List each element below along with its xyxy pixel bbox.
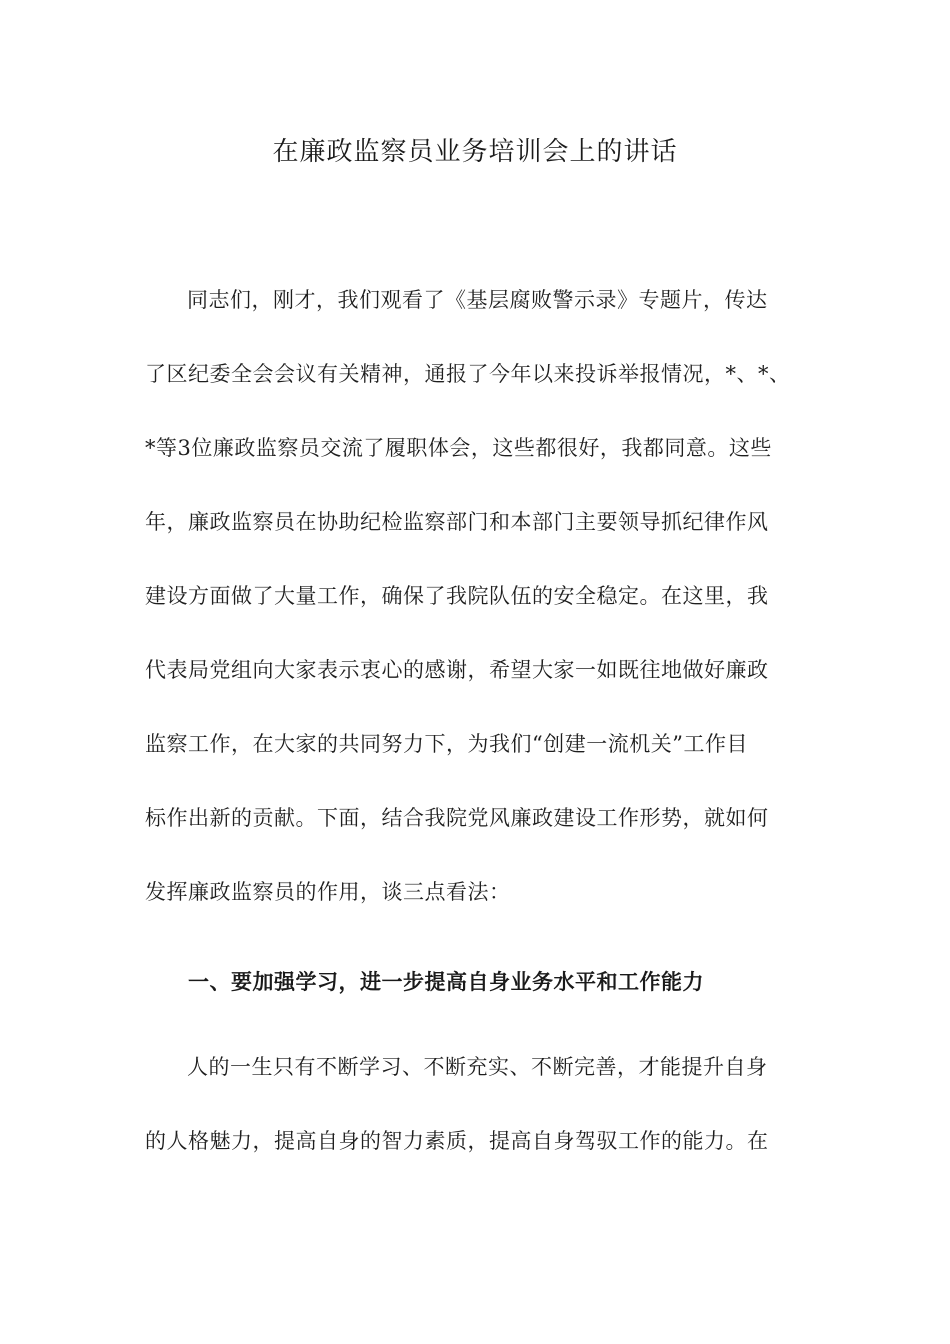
paragraph-line: 的人格魅力，提高自身的智力素质，提高自身驾驭工作的能力。在 [145, 1129, 769, 1153]
paragraph-line: 人的一生只有不断学习、不断充实、不断完善，才能提升自身 [187, 1055, 768, 1079]
section-heading: 一、要加强学习，进一步提高自身业务水平和工作能力 [188, 970, 704, 994]
paragraph-line: 发挥廉政监察员的作用，谈三点看法： [145, 880, 511, 904]
paragraph-line: 同志们，刚才，我们观看了《基层腐败警示录》专题片，传达 [187, 288, 768, 312]
paragraph-line: 了区纪委全会会议有关精神，通报了今年以来投诉举报情况，*、*、 [145, 362, 791, 386]
paragraph-line: 代表局党组向大家表示衷心的感谢，希望大家一如既往地做好廉政 [145, 658, 769, 682]
paragraph-line: 监察工作，在大家的共同努力下，为我们“创建一流机关”工作目 [145, 732, 748, 756]
paragraph-line: 建设方面做了大量工作，确保了我院队伍的安全稳定。在这里，我 [145, 584, 769, 608]
paragraph-line: 年，廉政监察员在协助纪检监察部门和本部门主要领导抓纪律作风 [145, 510, 769, 534]
document-title: 在廉政监察员业务培训会上的讲话 [272, 137, 678, 167]
paragraph-line: *等3位廉政监察员交流了履职体会，这些都很好，我都同意。这些 [145, 436, 772, 460]
paragraph-line: 标作出新的贡献。下面，结合我院党风廉政建设工作形势，就如何 [145, 806, 769, 830]
body-paragraph-1 [145, 263, 795, 929]
body-paragraph-2 [145, 1030, 795, 1178]
